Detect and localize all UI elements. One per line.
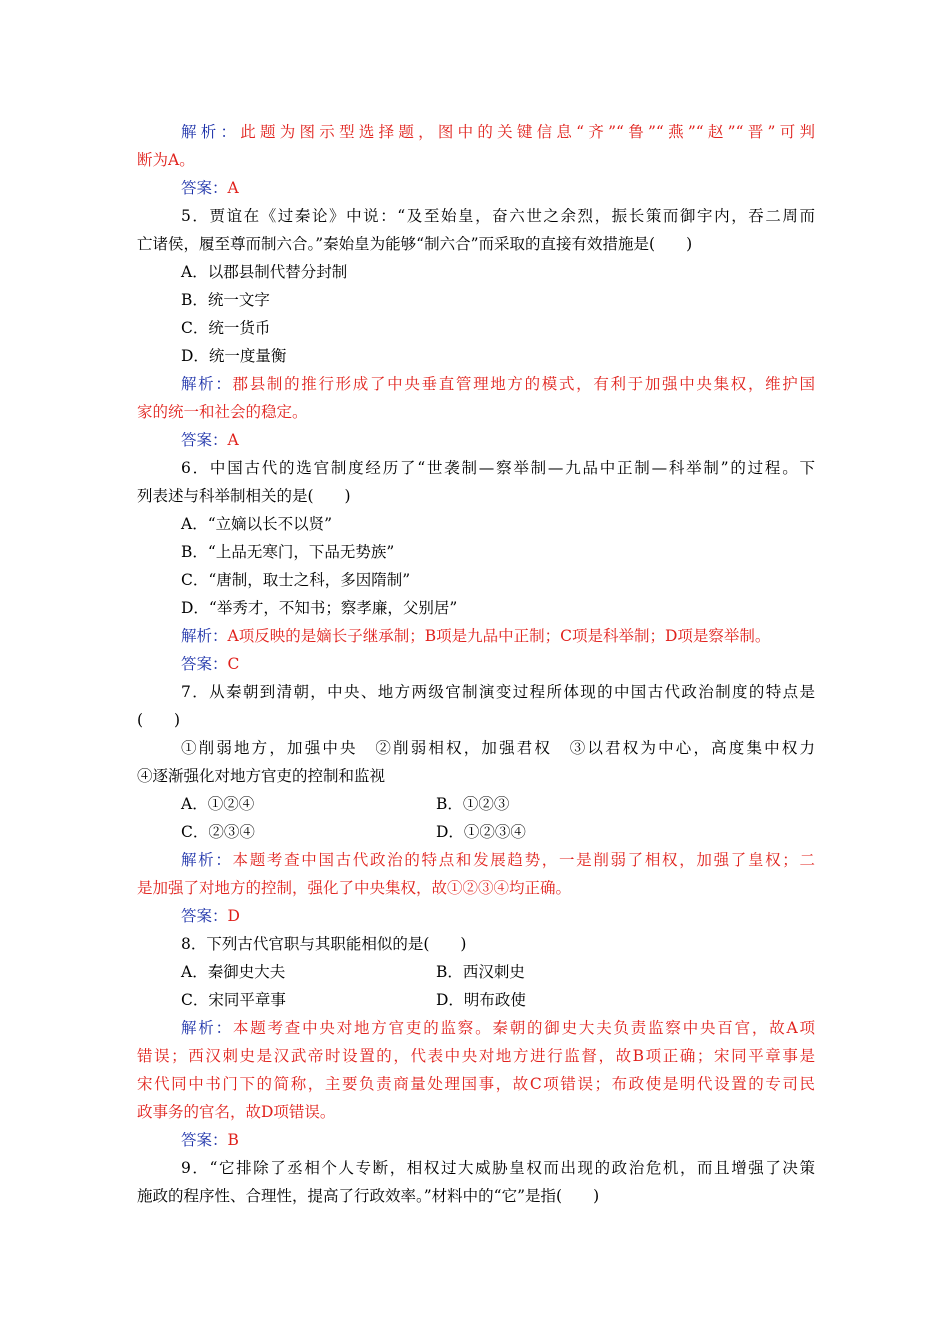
q7-option-d: D．①②③④ <box>436 823 526 841</box>
q5-stem: 5．贾谊在《过秦论》中说：“及至始皇，奋六世之余烈，振长策而御宇内，吞二周而 <box>181 207 815 225</box>
q8-analysis-cont-2: 宋代同中书门下的简称，主要负责商量处理国事，故C项错误；布政使是明代设置的专司民 <box>137 1075 815 1093</box>
q4-analysis-cont: 断为A。 <box>137 151 195 169</box>
q8-option-a: A．秦御史大夫 <box>181 963 286 981</box>
q8-option-c: C．宋同平章事 <box>181 991 286 1009</box>
q7-option-a: A．①②④ <box>181 795 255 813</box>
q7-options-row-1 <box>137 790 815 818</box>
q6-option-c: C．“唐制，取士之科，多因隋制” <box>181 571 411 589</box>
q7-option-c: C．②③④ <box>181 823 255 841</box>
q9-stem-cont: 施政的程序性、合理性，提高了行政效率。”材料中的“它”是指( ) <box>137 1187 600 1205</box>
q5-stem-cont: 亡诸侯，履至尊而制六合。”秦始皇为能够“制六合”而采取的直接有效措施是( ) <box>137 235 693 253</box>
q8-analysis-cont-3: 政事务的官名，故D项错误。 <box>137 1103 336 1121</box>
q7-analysis-cont: 是加强了对地方的控制，强化了中央集权，故①②③④均正确。 <box>137 879 572 897</box>
q7-analysis: 解析：本题考查中国古代政治的特点和发展趋势，一是削弱了相权，加强了皇权；二 <box>181 851 815 869</box>
q5-option-d: D．统一度量衡 <box>181 347 287 365</box>
q8-stem: 8．下列古代官职与其职能相似的是( ) <box>181 935 467 953</box>
q5-option-a: A．以郡县制代替分封制 <box>181 263 348 281</box>
q7-items: ①削弱地方，加强中央 ②削弱相权，加强君权 ③以君权为中心，高度集中权力 <box>181 739 815 757</box>
q5-option-b: B．统一文字 <box>181 291 270 309</box>
q7-stem: 7．从秦朝到清朝，中央、地方两级官制演变过程所体现的中国古代政治制度的特点是 <box>181 683 815 701</box>
q8-options-row-2 <box>137 986 815 1014</box>
q7-items-cont: ④逐渐强化对地方官吏的控制和监视 <box>137 767 386 785</box>
q8-option-d: D．明布政使 <box>436 991 526 1009</box>
q7-stem-cont: ( ) <box>137 711 181 729</box>
q8-analysis-cont-1: 错误；西汉刺史是汉武帝时设置的，代表中央对地方进行监督，故B项正确；宋同平章事是 <box>137 1047 815 1065</box>
q8-analysis: 解析：本题考查中央对地方官吏的监察。秦朝的御史大夫负责监察中央百官，故A项 <box>181 1019 815 1037</box>
q6-answer: 答案：C <box>181 655 240 673</box>
q5-answer: 答案：A <box>181 431 239 449</box>
q5-option-c: C．统一货币 <box>181 319 271 337</box>
q6-stem: 6．中国古代的选官制度经历了“世袭制—察举制—九品中正制—科举制”的过程。下 <box>181 459 815 477</box>
q5-analysis-cont: 家的统一和社会的稳定。 <box>137 403 308 421</box>
q7-answer: 答案：D <box>181 907 240 925</box>
q6-option-b: B．“上品无寒门，下品无势族” <box>181 543 395 561</box>
q6-option-a: A．“立嫡以长不以贤” <box>181 515 333 533</box>
q6-analysis: 解析：A项反映的是嫡长子继承制；B项是九品中正制；C项是科举制；D项是察举制。 <box>181 627 771 645</box>
q8-options-row-1 <box>137 958 815 986</box>
q8-option-b: B．西汉刺史 <box>436 963 525 981</box>
q4-answer: 答案：A <box>181 179 239 197</box>
q9-stem: 9．“它排除了丞相个人专断，相权过大威胁皇权而出现的政治危机，而且增强了决策 <box>181 1159 815 1177</box>
q7-options-row-2 <box>137 818 815 846</box>
document-page <box>137 118 815 1210</box>
q4-analysis: 解析：此题为图示型选择题，图中的关键信息“齐”“鲁”“燕”“赵”“晋”可判 <box>181 123 815 141</box>
q5-analysis: 解析：郡县制的推行形成了中央垂直管理地方的模式，有利于加强中央集权，维护国 <box>181 375 815 393</box>
q6-option-d: D．“举秀才，不知书；察孝廉，父别居” <box>181 599 458 617</box>
q7-option-b: B．①②③ <box>436 795 510 813</box>
q6-stem-cont: 列表述与科举制相关的是( ) <box>137 487 351 505</box>
q8-answer: 答案：B <box>181 1131 239 1149</box>
